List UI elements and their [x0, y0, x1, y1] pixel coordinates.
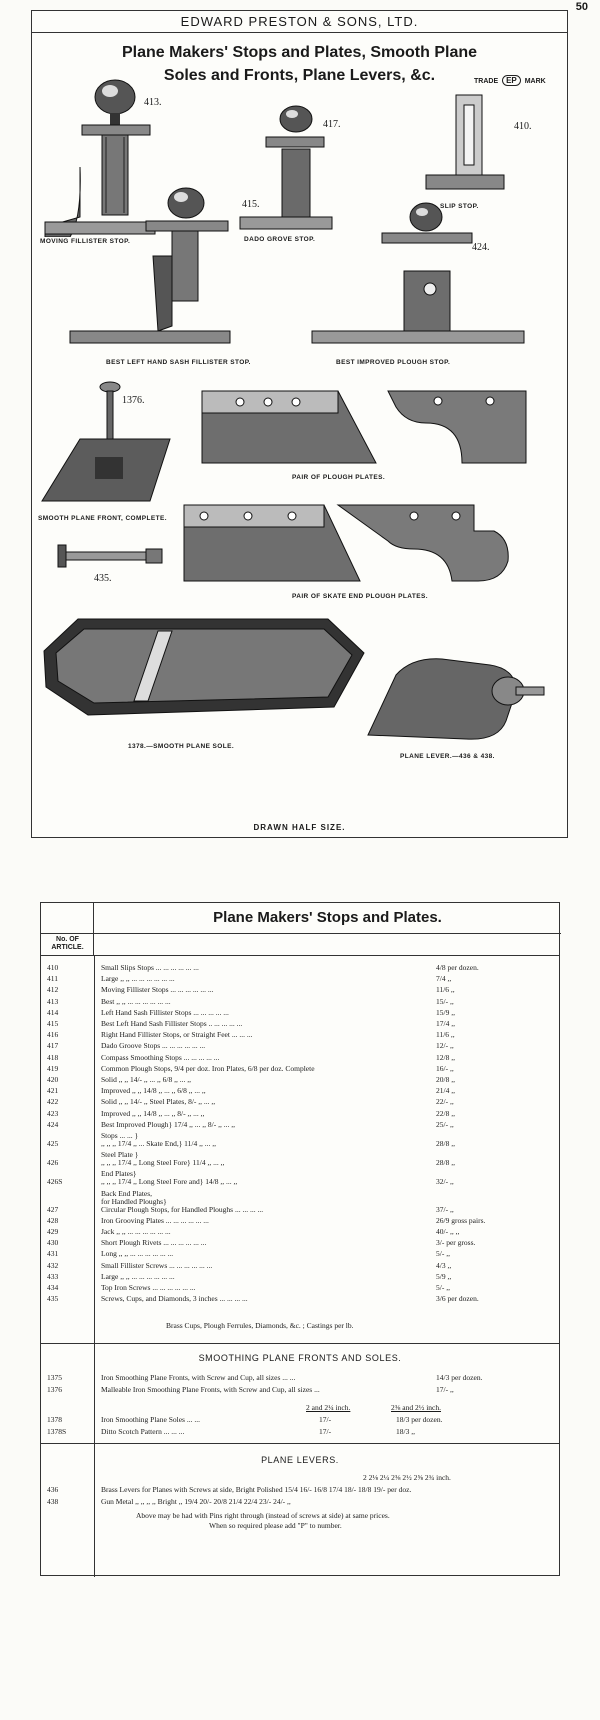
- skate-end-plough-plates-illustration: [182, 501, 512, 587]
- brass-note: Brass Cups, Plough Ferrules, Diamonds, &c. ; Castings per lb.: [166, 1321, 354, 1330]
- article-price: 14/3 per dozen.: [436, 1373, 483, 1382]
- article-column-rule: [94, 955, 95, 1577]
- article-number: 1378S: [47, 1427, 67, 1436]
- article-price: 22/- ,,: [436, 1097, 454, 1107]
- trademark-right: MARK: [524, 78, 546, 85]
- lever-note-2: When so required please add "P" to number.: [209, 1521, 342, 1530]
- drawn-half-size: DRAWN HALF SIZE.: [253, 823, 346, 832]
- article-description: Best ,, ,, ... ... ... ... ... ...: [101, 996, 171, 1006]
- article-price: 15/9 ,,: [436, 1007, 455, 1017]
- levers-section-title: PLANE LEVERS.: [261, 1455, 339, 1465]
- company-header: EDWARD PRESTON & SONS, LTD.: [32, 11, 567, 33]
- article-price: 12/8 ,,: [436, 1052, 455, 1062]
- article-number: 426S: [47, 1177, 63, 1187]
- lever-caption: PLANE LEVER.—436 & 438.: [400, 753, 495, 760]
- article-number: 413: [47, 996, 59, 1006]
- article-price: 32/- ,,: [436, 1177, 454, 1187]
- price-large-size: 18/3 per dozen.: [396, 1415, 443, 1424]
- article-number: 415: [47, 1019, 59, 1028]
- article-price: 7/4 ,,: [436, 974, 452, 984]
- article-number: 433: [47, 1271, 59, 1281]
- article-price: 17/- ,,: [436, 1385, 454, 1394]
- article-description: Circular Plough Stops, for Handled Ploughs ... ... ... ...: [101, 1204, 264, 1214]
- article-number: 427: [47, 1204, 59, 1214]
- sash-fillister-stop-illustration: [68, 181, 232, 356]
- article-description: Solid ,, ,, 14/- ,, Steel Plates, 8/- ,, ... ,,: [101, 1097, 216, 1107]
- figure-1376-number: 1376.: [122, 395, 145, 406]
- article-description: Malleable Iron Smoothing Plane Fronts, with Screw and Cup, all sizes ...: [101, 1385, 320, 1394]
- article-number: 422: [47, 1097, 59, 1107]
- article-number: 430: [47, 1238, 59, 1248]
- article-description: Solid ,, ,, 14/- ,, ... ,, 6/8 ,, ... ,,: [101, 1075, 192, 1084]
- plane-lever-illustration: [366, 651, 548, 743]
- article-price: 40/- ,, ,,: [436, 1227, 460, 1236]
- article-description: Iron Smoothing Plane Fronts, with Screw and Cup, all sizes ... ...: [101, 1373, 296, 1382]
- article-description: Back End Plates,: [101, 1188, 153, 1198]
- smooth-plane-sole-illustration: [38, 611, 368, 725]
- sole-size-head-a: 2 and 2¼ inch.: [306, 1403, 351, 1412]
- sole-caption: 1378.—SMOOTH PLANE SOLE.: [128, 743, 235, 750]
- article-price: 17/4 ,,: [436, 1019, 455, 1028]
- article-price: 21/4 ,,: [436, 1086, 455, 1096]
- article-description: Brass Levers for Planes with Screws at side, Bright Polished 15/4 16/- 16/8 17/4 18/- 18/8 19/- per doz.: [101, 1485, 412, 1494]
- plough-stop-illustration: [310, 197, 526, 352]
- plate-title-line1: Plane Makers' Stops and Plates, Smooth Plane: [121, 44, 478, 61]
- article-description: Top Iron Screws ... ... ... ... ... ...: [101, 1283, 196, 1292]
- screw-illustration: [56, 541, 168, 571]
- article-description: Jack ,, ,, ... ... ... ... ... ...: [101, 1227, 171, 1236]
- article-price: 26/9 gross pairs.: [436, 1215, 486, 1225]
- slip-stop-illustration: [424, 93, 508, 199]
- article-number: 434: [47, 1283, 59, 1292]
- article-description: Improved ,, ,, 14/8 ,, ... ,, 6/8 ,, ... ,,: [101, 1086, 206, 1096]
- article-number: 435: [47, 1294, 59, 1304]
- article-number: 423: [47, 1108, 59, 1118]
- article-number: 438: [47, 1497, 59, 1506]
- article-description: End Plates}: [101, 1169, 137, 1179]
- sole-size-head-b: 2⅜ and 2½ inch.: [391, 1403, 441, 1412]
- article-number: 420: [47, 1075, 59, 1084]
- article-description: Iron Grooving Plates ... ... ... ... ... ...: [101, 1215, 209, 1225]
- article-price: 16/- ,,: [436, 1063, 454, 1073]
- article-number: 431: [47, 1249, 59, 1259]
- plate-title-line2: Soles and Fronts, Plane Levers, &c.: [163, 67, 436, 84]
- trademark-left: TRADE: [474, 78, 499, 85]
- article-description: Screws, Cups, and Diamonds, 3 inches ... ... ... ...: [101, 1294, 248, 1304]
- fronts-section-title: SMOOTHING PLANE FRONTS AND SOLES.: [198, 1353, 402, 1363]
- article-description: Steel Plate }: [101, 1150, 139, 1160]
- article-number: 1376: [47, 1385, 62, 1394]
- title-rule: [94, 933, 561, 934]
- article-price: 12/- ,,: [436, 1041, 454, 1051]
- article-description: Small Fillister Screws ... ... ... ... ... ...: [101, 1260, 213, 1270]
- plough-plates-caption: PAIR OF PLOUGH PLATES.: [292, 474, 386, 481]
- article-description: ,, ,, ,, 17/4 ,, Long Steel Fore} 11/4 ,, ... ,,: [101, 1158, 225, 1168]
- figure-417-caption: DADO GROVE STOP.: [244, 236, 316, 243]
- price-large-size: 18/3 ,,: [396, 1427, 415, 1436]
- article-description: Moving Fillister Stops ... ... ... ... ... ...: [101, 985, 214, 995]
- article-description: Common Plough Stops, 9/4 per doz. Iron Plates, 6/8 per doz. Complete: [101, 1063, 315, 1073]
- article-number: 1378: [47, 1415, 62, 1424]
- figure-413-number: 413.: [144, 97, 162, 108]
- figure-417-number: 417.: [323, 119, 341, 130]
- section-rule-1: [41, 1343, 559, 1344]
- header-rule: [41, 955, 559, 956]
- article-price: 20/8 ,,: [436, 1075, 455, 1084]
- article-number: 416: [47, 1030, 59, 1040]
- skate-plates-caption: PAIR OF SKATE END PLOUGH PLATES.: [292, 593, 428, 600]
- article-number-label: No. OF ARTICLE.: [41, 933, 94, 952]
- article-number: 411: [47, 974, 58, 984]
- article-number: 417: [47, 1041, 59, 1051]
- article-number: 426: [47, 1158, 59, 1168]
- article-number: 414: [47, 1007, 59, 1017]
- article-description: Iron Smoothing Plane Soles ... ...: [101, 1415, 200, 1424]
- smooth-plane-front-illustration: [40, 379, 180, 509]
- article-price: 5/- ,,: [436, 1283, 450, 1292]
- article-number: 421: [47, 1086, 59, 1096]
- article-price: 15/- ,,: [436, 996, 454, 1006]
- article-description: Left Hand Sash Fillister Stops ... ... ... ... ...: [101, 1007, 229, 1017]
- article-price: 28/8 ,,: [436, 1158, 455, 1168]
- article-description: Large ,, ,, ... ... ... ... ... ...: [101, 974, 175, 984]
- price-list-title: Plane Makers' Stops and Plates.: [213, 909, 442, 926]
- figure-415-caption: BEST LEFT HAND SASH FILLISTER STOP.: [106, 359, 251, 366]
- article-description: Improved ,, ,, 14/8 ,, ... ,, 8/- ,, ... ,,: [101, 1108, 205, 1118]
- article-price: 22/8 ,,: [436, 1108, 455, 1118]
- article-price: 37/- ,,: [436, 1204, 454, 1214]
- article-number: 412: [47, 985, 59, 995]
- article-price: 28/8 ,,: [436, 1139, 455, 1148]
- article-number: 428: [47, 1215, 59, 1225]
- article-number-column-header: [41, 903, 94, 955]
- article-description: Ditto Scotch Pattern ... ... ...: [101, 1427, 185, 1436]
- article-description: Stops ... ... }: [101, 1131, 139, 1140]
- section-rule-2: [41, 1443, 559, 1444]
- trademark: [474, 75, 546, 86]
- figure-424-caption: BEST IMPROVED PLOUGH STOP.: [336, 359, 451, 366]
- article-description: for Handled Ploughs}: [101, 1196, 167, 1206]
- article-price: 11/6 ,,: [436, 985, 455, 995]
- article-description: Large ,, ,, ... ... ... ... ... ...: [101, 1271, 175, 1281]
- article-number: 425: [47, 1139, 59, 1148]
- article-number: 432: [47, 1260, 59, 1270]
- article-price: 5/9 ,,: [436, 1271, 452, 1281]
- price-list: [40, 902, 560, 1576]
- plough-plates-illustration: [200, 387, 530, 469]
- price-small-size: 17/-: [319, 1427, 332, 1436]
- article-price: 5/- ,,: [436, 1249, 450, 1259]
- figure-424-number: 424.: [472, 242, 490, 253]
- article-description: ,, ,, ,, 17/4 ,, Long Steel Fore and} 14/8 ,, ... ,,: [101, 1177, 238, 1187]
- article-description: Gun Metal ,, ,, ,, ,, Bright ,, 19/4 20/- 20/8 21/4 22/4 23/- 24/- ,,: [101, 1497, 291, 1506]
- article-number: 419: [47, 1063, 59, 1073]
- article-description: Compass Smoothing Stops ... ... ... ... ...: [101, 1052, 220, 1062]
- article-description: Best Improved Plough} 17/4 ,, ... ,, 8/- ,, ... ,,: [101, 1119, 236, 1129]
- article-description: Long ,, ,, ... ... ... ... ... ...: [101, 1249, 174, 1259]
- article-number: 418: [47, 1052, 59, 1062]
- article-number: 1375: [47, 1373, 62, 1382]
- article-description: Right Hand Fillister Stops, or Straight Feet ... ... ...: [101, 1030, 253, 1040]
- figure-1376-caption: SMOOTH PLANE FRONT, COMPLETE.: [38, 515, 167, 522]
- article-description: Best Left Hand Sash Fillister Stops .. ... ... ... ...: [101, 1019, 243, 1028]
- article-price: 4/3 ,,: [436, 1260, 452, 1270]
- price-small-size: 17/-: [319, 1415, 332, 1424]
- lever-sizes: 2 2⅛ 2¼ 2⅜ 2½ 2⅝ 2¾ inch.: [363, 1473, 451, 1482]
- page-number: 50: [575, 1, 588, 13]
- lever-note-1: Above may be had with Pins right through (instead of screws at side) at same prices.: [136, 1511, 390, 1520]
- figure-413-caption: MOVING FILLISTER STOP.: [40, 238, 131, 245]
- catalogue-plate: [31, 10, 568, 838]
- figure-410-caption: SLIP STOP.: [440, 203, 479, 210]
- article-description: ,, ,, ,, 17/4 ,, ... Skate End,} 11/4 ,, ... ,,: [101, 1139, 216, 1148]
- article-number: 424: [47, 1119, 59, 1129]
- article-description: Small Slips Stops ... ... ... ... ... ...: [101, 963, 199, 972]
- figure-410-number: 410.: [514, 121, 532, 132]
- article-price: 11/6 ,,: [436, 1030, 455, 1040]
- article-price: 4/8 per dozen.: [436, 963, 479, 972]
- article-description: Short Plough Rivets ... ... ... ... ... ...: [101, 1238, 207, 1248]
- article-number: 429: [47, 1227, 59, 1236]
- figure-435-number: 435.: [94, 573, 112, 584]
- article-number: 436: [47, 1485, 59, 1494]
- article-number: 410: [47, 963, 59, 972]
- trademark-logo: EP: [502, 75, 521, 86]
- figure-415-number: 415.: [242, 199, 260, 210]
- article-price: 3/6 per dozen.: [436, 1294, 479, 1304]
- article-price: 25/- ,,: [436, 1119, 454, 1129]
- article-description: Dado Groove Stops ... ... ... ... ... ...: [101, 1041, 206, 1051]
- article-price: 3/- per gross.: [436, 1238, 476, 1248]
